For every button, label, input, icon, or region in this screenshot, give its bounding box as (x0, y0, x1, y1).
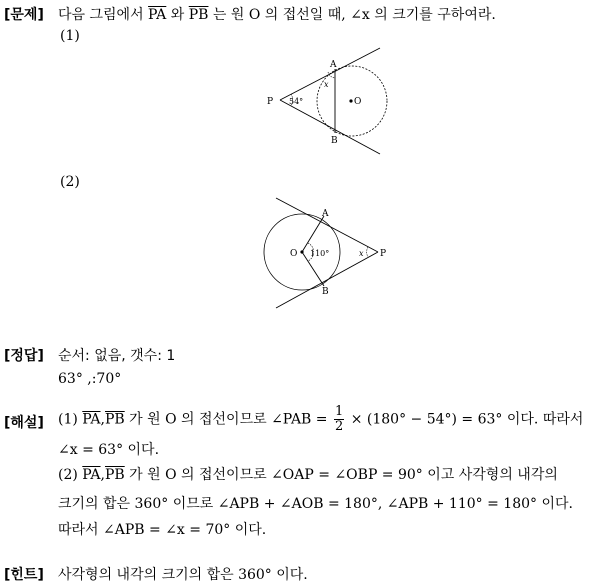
problem-text-wa: 와 (166, 7, 189, 23)
figure-1 (262, 44, 388, 156)
problem-statement (58, 4, 496, 24)
expl-l1-segment-pb: $\overline{PB}$ (104, 411, 125, 428)
fraction-one-half (334, 405, 344, 434)
point-label-a: A (330, 60, 337, 70)
point-label-a: A (322, 209, 329, 219)
angle-label-x: x (359, 249, 364, 258)
answer-line-1: 순서: 없음, 갯수: 1 (58, 348, 176, 364)
point-label-o: O (354, 97, 362, 107)
explanation-line-4: 크기의 합은 360° 이므로 ∠APB + ∠AOB = 180°, ∠APB + 110° = 180° 이다. (58, 496, 573, 512)
answer-label: [정답] (4, 348, 44, 364)
expl-l3-prefix: (2) (58, 467, 83, 483)
expl-l1-prefix: (1) (58, 411, 83, 428)
explanation-line-1 (58, 405, 583, 434)
explanation-label: [해설] (4, 415, 44, 431)
angle-label-x: x (324, 80, 329, 89)
angle-arc-p (367, 247, 368, 257)
subproblem-1-label: (1) (60, 28, 80, 44)
problem-text-pre: 다음 그림에서 (58, 7, 149, 23)
fraction-denominator: 2 (334, 419, 344, 434)
tangent-line-pa (276, 198, 378, 252)
center-dot-o (300, 250, 303, 253)
problem-text-post: 는 원 O 의 접선일 때, ∠x 의 크기를 구하여라. (208, 7, 496, 23)
tangent-line-pb (280, 100, 380, 154)
subproblem-2-label: (2) (60, 174, 80, 190)
point-label-p: P (267, 97, 274, 107)
expl-l1-comma: , (100, 411, 105, 428)
point-label-o: O (290, 249, 298, 259)
explanation-line-5: 따라서 ∠APB = ∠x = 70° 이다. (58, 522, 267, 538)
answer-line-2: 63° ,:70° (58, 371, 122, 387)
hint-label: [힌트] (4, 567, 44, 583)
expl-l3-segment-pa: $\overline{PA}$ (82, 467, 101, 483)
point-label-b: B (331, 136, 338, 146)
explanation-line-3 (58, 464, 558, 484)
radius-oa (302, 216, 324, 252)
expl-l1-body: 가 원 O 의 접선이므로 ∠PAB = (124, 411, 332, 428)
expl-l1-tail: × (180° − 54°) = 63° 이다. 따라서 (346, 411, 584, 428)
point-label-p: P (380, 249, 387, 259)
angle-label-54: 54° (289, 97, 304, 106)
figure-2 (258, 196, 390, 312)
center-dot-o (349, 99, 352, 102)
expl-l3-comma: , (100, 467, 105, 483)
expl-l3-body: 가 원 O 의 접선이므로 ∠OAP = ∠OBP = 90° 이고 사각형의 내각의 (124, 467, 558, 483)
explanation-line-2: ∠x = 63° 이다. (58, 442, 160, 458)
expl-l3-segment-pb: $\overline{PB}$ (104, 467, 125, 483)
segment-pa: $\overline{PA}$ (148, 7, 167, 23)
tangent-line-pb (276, 252, 378, 308)
point-label-b: B (322, 287, 329, 297)
fraction-numerator: 1 (334, 404, 344, 419)
segment-pb: $\overline{PB}$ (188, 7, 209, 23)
angle-label-110: 110° (310, 249, 330, 258)
hint-text: 사각형의 내각의 크기의 합은 360° 이다. (58, 567, 308, 583)
expl-l1-segment-pa: $\overline{PA}$ (82, 411, 101, 428)
problem-label: [문제] (4, 7, 44, 23)
